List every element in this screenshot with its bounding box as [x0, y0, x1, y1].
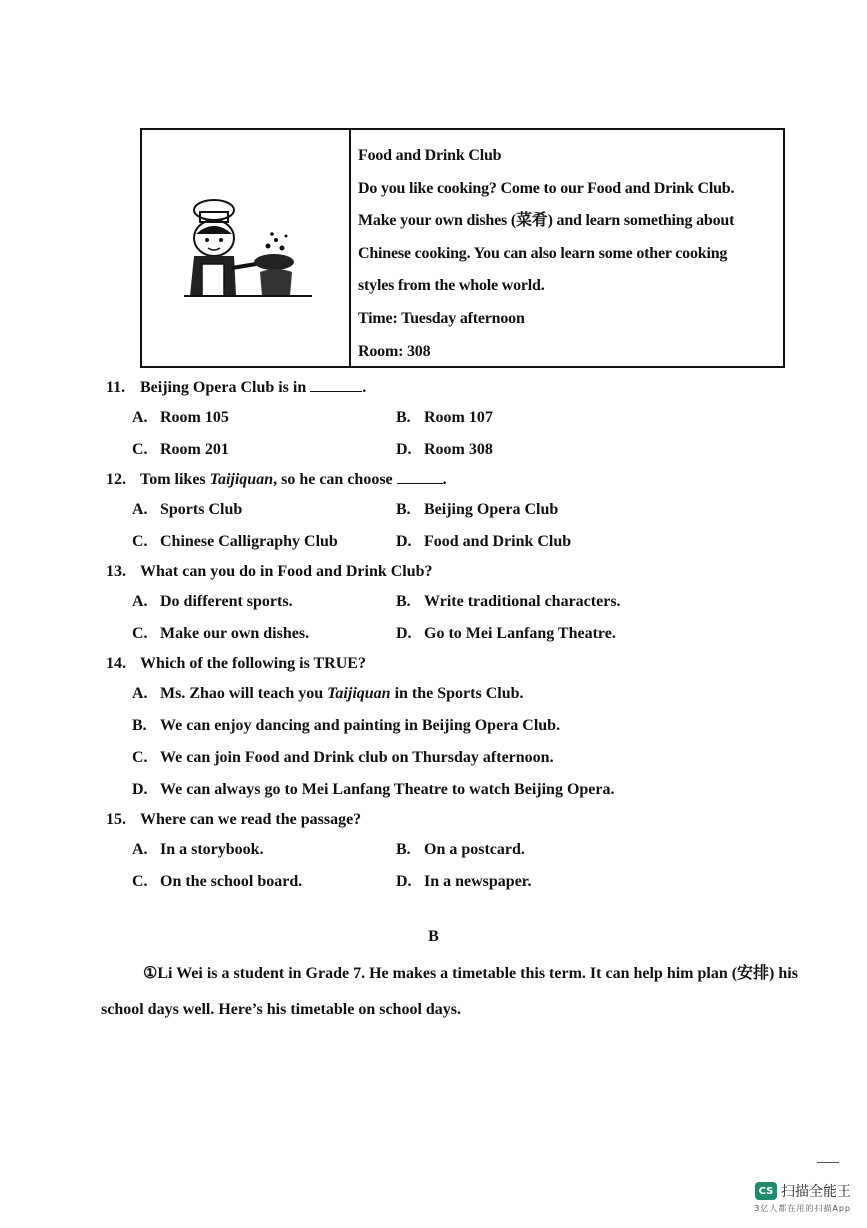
- watermark-name: 扫描全能王: [781, 1184, 851, 1200]
- option-c: [132, 866, 302, 898]
- option-letter: D.: [396, 441, 412, 458]
- question-number: 11.: [106, 379, 126, 396]
- option-row: [106, 526, 806, 558]
- option-letter: C.: [132, 533, 148, 550]
- option-row: [106, 494, 806, 526]
- option-letter: A.: [132, 409, 148, 426]
- club-room: Room: 308: [358, 342, 431, 360]
- option-d: [396, 434, 493, 466]
- question-text: Where can we read the passage?: [140, 811, 362, 828]
- option-text: Food and Drink Club: [424, 533, 572, 550]
- option-letter: D.: [396, 625, 412, 642]
- option-d: [132, 774, 615, 806]
- option-text: Do different sports.: [160, 593, 293, 610]
- option-row: [106, 586, 806, 618]
- watermark-top: [754, 1181, 851, 1201]
- option-text-cont: in the Sports Club.: [390, 685, 524, 702]
- option-c: [132, 742, 554, 774]
- option-a: [132, 402, 229, 434]
- option-text: Room 105: [160, 409, 229, 426]
- option-c: [132, 618, 309, 650]
- camscanner-logo-icon: CS: [755, 1182, 777, 1200]
- club-description: [351, 130, 783, 366]
- option-text: Room 308: [424, 441, 493, 458]
- option-b: [396, 494, 558, 526]
- scan-dash: [817, 1162, 839, 1163]
- question-text: Tom likes: [140, 471, 210, 488]
- option-letter: D.: [132, 781, 148, 798]
- question-number: 12.: [106, 471, 126, 488]
- question-number: 14.: [106, 655, 126, 672]
- passage-line-1: [101, 956, 831, 992]
- option-row: [106, 866, 806, 898]
- option-row: [106, 710, 806, 742]
- option-letter: D.: [396, 873, 412, 890]
- option-text: On a postcard.: [424, 841, 525, 858]
- paragraph-marker: ①: [143, 965, 158, 982]
- option-a: [132, 834, 264, 866]
- answer-blank: [310, 377, 362, 392]
- question-stem: [106, 650, 806, 678]
- option-row: [106, 434, 806, 466]
- option-text: Ms. Zhao will teach you: [160, 685, 328, 702]
- option-letter: D.: [396, 533, 412, 550]
- question-list: [106, 374, 806, 898]
- option-row: [106, 774, 806, 806]
- option-text: We can enjoy dancing and painting in Beijing Opera Club.: [160, 717, 561, 734]
- question-stem: [106, 806, 806, 834]
- option-letter: A.: [132, 501, 148, 518]
- club-time: Time: Tuesday afternoon: [358, 309, 525, 327]
- option-row: [106, 834, 806, 866]
- passage-text: Li Wei is a student in Grade 7. He makes a timetable this term. It can help him plan (安排) his: [157, 965, 798, 982]
- option-a: [132, 678, 523, 710]
- club-image-cell: [142, 130, 351, 366]
- option-text: On the school board.: [160, 873, 303, 890]
- club-info-box: [140, 128, 785, 368]
- option-text: We can join Food and Drink club on Thursday afternoon.: [160, 749, 554, 766]
- option-letter: C.: [132, 749, 148, 766]
- option-a: [132, 586, 293, 618]
- option-text: Make our own dishes.: [160, 625, 310, 642]
- option-letter: B.: [132, 717, 147, 734]
- option-text: In a newspaper.: [424, 873, 532, 890]
- option-text: Room 201: [160, 441, 229, 458]
- passage-line-2: school days well. Here’s his timetable on school days.: [101, 1001, 462, 1018]
- option-letter: A.: [132, 593, 148, 610]
- option-b: [396, 402, 493, 434]
- question-stem: [106, 466, 806, 494]
- passage-paragraph: [101, 956, 831, 1028]
- option-row: [106, 678, 806, 710]
- scanner-watermark: [754, 1181, 851, 1214]
- question-text: What can you do in Food and Drink Club?: [140, 563, 433, 580]
- question-text-end: .: [442, 471, 447, 488]
- option-text: Write traditional characters.: [424, 593, 621, 610]
- option-text: We can always go to Mei Lanfang Theatre to watch Beijing Opera.: [160, 781, 615, 798]
- option-b: [396, 834, 525, 866]
- watermark-subtitle: 3亿人都在用的扫描App: [754, 1204, 851, 1213]
- option-row: [106, 618, 806, 650]
- question-stem: [106, 374, 806, 402]
- option-text: In a storybook.: [160, 841, 264, 858]
- question-text: Which of the following is TRUE?: [140, 655, 366, 672]
- club-title: Food and Drink Club: [358, 147, 502, 164]
- question-stem: [106, 558, 806, 586]
- option-letter: B.: [396, 501, 411, 518]
- section-heading: B: [428, 928, 439, 945]
- option-b: [396, 586, 621, 618]
- option-a: [132, 494, 242, 526]
- option-d: [396, 526, 571, 558]
- club-line-4: styles from the whole world.: [358, 277, 545, 295]
- option-text: Beijing Opera Club: [424, 501, 559, 518]
- option-letter: C.: [132, 441, 148, 458]
- club-line-3: Chinese cooking. You can also learn some other cooking: [358, 244, 728, 262]
- club-line-2: Make your own dishes (菜肴) and learn something about: [358, 212, 735, 230]
- option-row: [106, 742, 806, 774]
- option-letter: A.: [132, 841, 148, 858]
- option-letter: A.: [132, 685, 148, 702]
- question-number: 13.: [106, 563, 126, 580]
- question-italic-term: Taijiquan: [209, 471, 274, 488]
- answer-blank: [397, 469, 443, 484]
- option-italic-term: Taijiquan: [327, 685, 391, 702]
- chef-cooking-illustration: [176, 196, 316, 306]
- option-letter: B.: [396, 841, 411, 858]
- club-line-1: Do you like cooking? Come to our Food and Drink Club.: [358, 179, 735, 197]
- question-number: 15.: [106, 811, 126, 828]
- option-text: Sports Club: [160, 501, 243, 518]
- option-d: [396, 866, 531, 898]
- option-letter: B.: [396, 409, 411, 426]
- option-row: [106, 402, 806, 434]
- option-text: Room 107: [424, 409, 493, 426]
- question-text-cont: , so he can choose: [273, 471, 393, 488]
- option-letter: C.: [132, 873, 148, 890]
- option-c: [132, 434, 229, 466]
- option-letter: C.: [132, 625, 148, 642]
- option-b: [132, 710, 560, 742]
- option-letter: B.: [396, 593, 411, 610]
- question-text-end: .: [362, 379, 367, 396]
- option-d: [396, 618, 616, 650]
- question-text: Beijing Opera Club is in: [140, 379, 307, 396]
- option-text: Chinese Calligraphy Club: [160, 533, 338, 550]
- option-c: [132, 526, 338, 558]
- option-text: Go to Mei Lanfang Theatre.: [424, 625, 616, 642]
